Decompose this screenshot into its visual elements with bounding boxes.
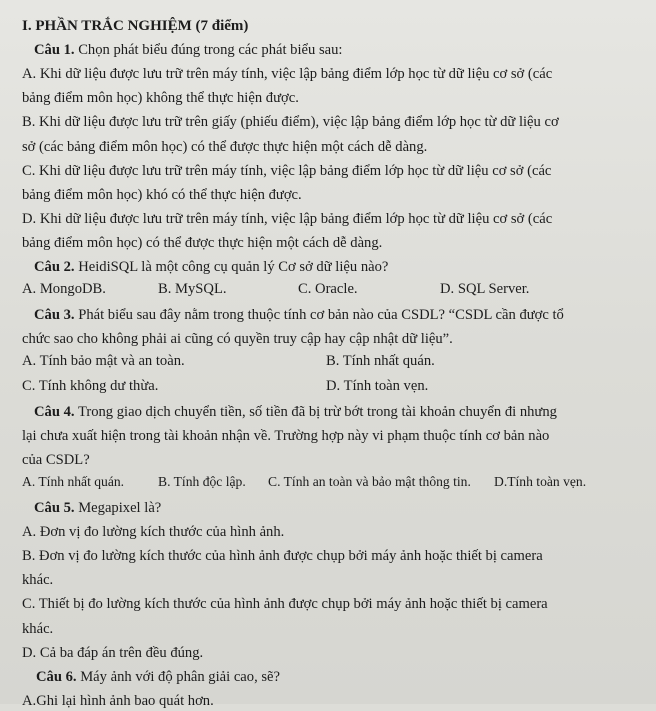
q1-line-8: bảng điểm môn học) có thể được thực hiện một cách dễ dàng.	[22, 234, 383, 251]
question-3	[34, 305, 636, 325]
q5-line-4: C. Thiết bị đo lường kích thước của hình ảnh được chụp bởi máy ảnh hoặc thiết bị camera	[22, 596, 548, 613]
q2-option-d: D. SQL Server.	[440, 281, 530, 298]
question-5-label: Câu 5.	[34, 500, 75, 516]
q3-option-b: B. Tính nhất quán.	[326, 353, 435, 370]
q2-option-b: B. MySQL.	[158, 281, 227, 298]
q5-line-2: B. Đơn vị đo lường kích thước của hình ảnh được chụp bởi máy ảnh hoặc thiết bị camera	[22, 548, 543, 565]
q4-option-d: D.Tính toàn vẹn.	[494, 473, 587, 489]
q5-line-3: khác.	[22, 572, 54, 589]
q5-line-5: khác.	[22, 620, 54, 637]
question-5-text: Megapixel là?	[78, 500, 162, 516]
section-title: I. PHẦN TRẮC NGHIỆM (7 điểm)	[22, 18, 249, 34]
q6-line-1: A.Ghi lại hình ảnh bao quát hơn.	[22, 692, 214, 709]
q1-line-2: bảng điểm môn học) không thể thực hiện được.	[22, 90, 299, 107]
q3-option-d: D. Tính toàn vẹn.	[326, 377, 429, 394]
q1-line-3: B. Khi dữ liệu được lưu trữ trên giấy (phiếu điểm), việc lập bảng điểm lớp học từ dữ liệu cơ	[22, 114, 559, 131]
question-3-text: Phát biểu sau đây nằm trong thuộc tính cơ bản nào của CSDL? “CSDL cần được tổ	[78, 307, 564, 324]
q4-option-b: B. Tính độc lập.	[158, 473, 246, 489]
q1-line-4: sở (các bảng điểm môn học) có thể được thực hiện một cách dễ dàng.	[22, 138, 428, 155]
q5-line-1: A. Đơn vị đo lường kích thước của hình ảnh.	[22, 524, 285, 541]
question-3-label: Câu 3.	[34, 307, 75, 324]
question-4-label: Câu 4.	[34, 403, 75, 420]
q3-option-a: A. Tính bảo mật và an toàn.	[22, 353, 185, 370]
question-4-text: Trong giao dịch chuyển tiền, số tiền đã bị trừ bớt trong tài khoản chuyển đi nhưng	[77, 403, 557, 420]
q2-option-c: C. Oracle.	[298, 281, 358, 298]
q3-line-2: chức sao cho không phải ai cũng có quyền truy cập hay cập nhật dữ liệu”.	[22, 331, 453, 348]
question-6	[36, 667, 636, 687]
question-1-label: Câu 1.	[34, 42, 75, 59]
q1-line-5: C. Khi dữ liệu được lưu trữ trên máy tính, việc lập bảng điểm lớp học từ dữ liệu cơ sở (các	[22, 162, 552, 179]
question-2	[34, 257, 636, 277]
q2-option-a: A. MongoDB.	[22, 281, 106, 298]
question-2-label: Câu 2.	[34, 259, 75, 275]
question-6-text: Máy ảnh với độ phân giải cao, sẽ?	[80, 668, 281, 685]
q4-option-a: A. Tính nhất quán.	[22, 473, 125, 489]
question-5	[34, 498, 636, 518]
question-6-label: Câu 6.	[36, 668, 77, 685]
question-4	[34, 402, 636, 422]
q1-line-7: D. Khi dữ liệu được lưu trữ trên máy tính, việc lập bảng điểm lớp học từ dữ liệu cơ sở (các	[22, 210, 553, 227]
question-1	[34, 40, 636, 60]
q4-option-c: C. Tính an toàn và bảo mật thông tin.	[268, 473, 471, 489]
q1-line-1: A. Khi dữ liệu được lưu trữ trên máy tính, việc lập bảng điểm lớp học từ dữ liệu cơ sở (các	[22, 66, 553, 83]
q1-line-6: bảng điểm môn học) khó có thể thực hiện được.	[22, 186, 302, 203]
question-2-text: HeidiSQL là một công cụ quản lý Cơ sở dữ liệu nào?	[78, 259, 389, 275]
q5-line-6: D. Cả ba đáp án trên đều đúng.	[22, 644, 204, 661]
question-1-text: Chọn phát biểu đúng trong các phát biểu sau:	[78, 42, 343, 59]
q4-line-2: lại chưa xuất hiện trong tài khoản nhận về. Trường hợp này vi phạm thuộc tính cơ bản nào	[22, 427, 550, 444]
q3-option-c: C. Tính không dư thừa.	[22, 377, 159, 394]
q4-line-3: của CSDL?	[22, 451, 90, 468]
